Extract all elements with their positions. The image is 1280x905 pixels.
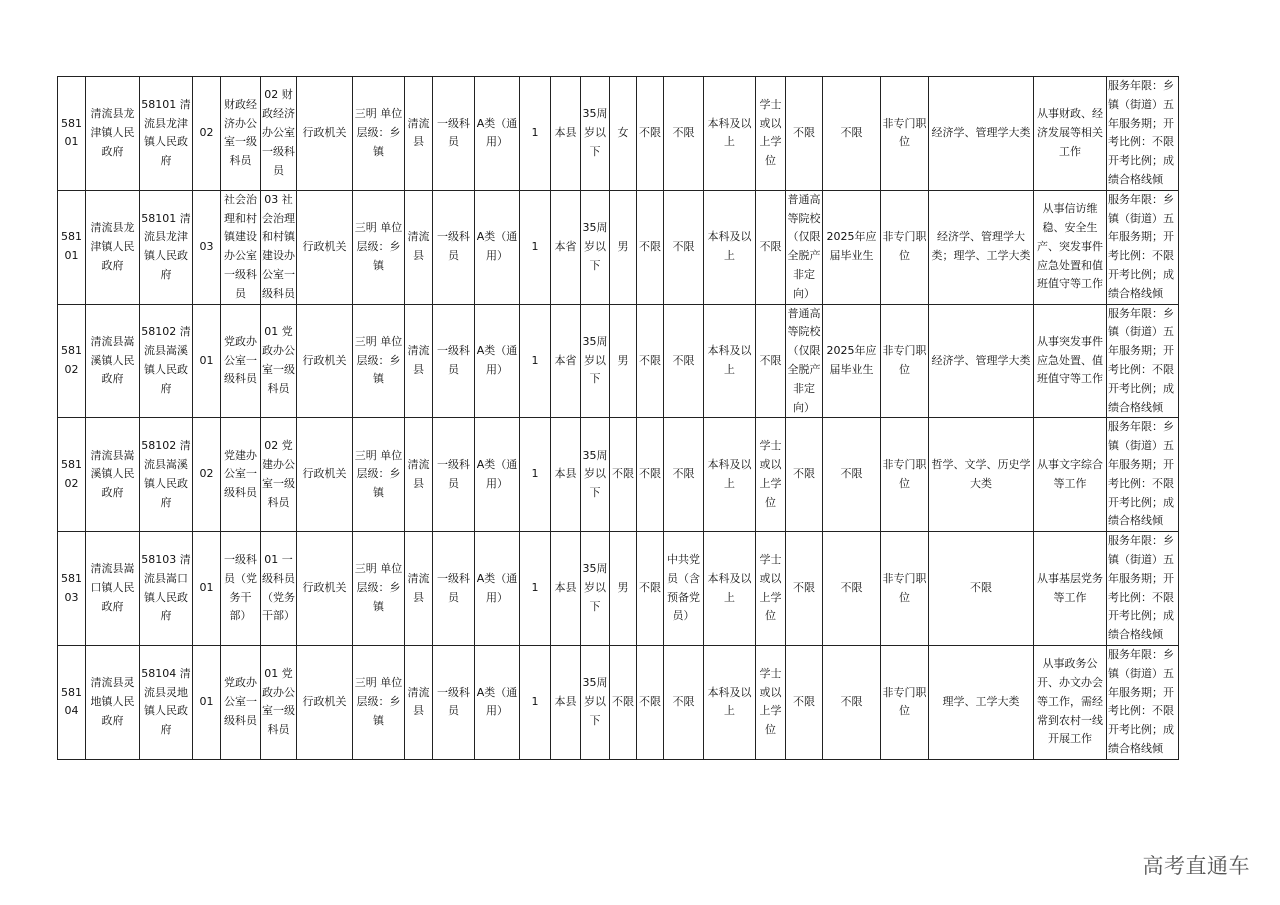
table-cell: 清流县灵地镇人民政府 <box>86 645 140 759</box>
table-cell: 一级科员 <box>433 77 475 191</box>
table-cell: 不限 <box>786 418 823 532</box>
table-cell: 58104 清流县灵地镇人民政府 <box>140 645 193 759</box>
job-table <box>57 76 1179 760</box>
table-cell: 清流县 <box>405 532 433 646</box>
table-cell: 不限 <box>929 532 1034 646</box>
table-cell: 行政机关 <box>297 532 353 646</box>
table-cell: 不限 <box>664 77 704 191</box>
table-cell: 58103 <box>58 532 86 646</box>
table-cell: 01 <box>193 304 221 418</box>
table-cell: 男 <box>610 190 637 304</box>
table-cell: 58101 清流县龙津镇人民政府 <box>140 190 193 304</box>
table-cell: A类（通用） <box>475 190 520 304</box>
table-cell: A类（通用） <box>475 645 520 759</box>
table-cell: 清流县龙津镇人民政府 <box>86 77 140 191</box>
table-cell: 35周岁以下 <box>581 532 610 646</box>
table-cell: 1 <box>520 532 551 646</box>
table-cell: 男 <box>610 532 637 646</box>
table-cell: 从事突发事件应急处置、值班值守等工作 <box>1034 304 1107 418</box>
table-cell: 不限 <box>756 304 786 418</box>
table-cell: 本科及以上 <box>704 532 756 646</box>
table-cell: 本县 <box>551 77 581 191</box>
table-cell: 学士或以上学位 <box>756 418 786 532</box>
table-cell: 经济学、管理学大类 <box>929 304 1034 418</box>
table-cell: 学士或以上学位 <box>756 645 786 759</box>
table-cell: 学士或以上学位 <box>756 532 786 646</box>
table-cell: 经济学、管理学大类；理学、工学大类 <box>929 190 1034 304</box>
table-cell: 男 <box>610 304 637 418</box>
table-cell: 中共党员（含预备党员） <box>664 532 704 646</box>
table-cell: 35周岁以下 <box>581 190 610 304</box>
table-cell: 不限 <box>637 418 664 532</box>
table-cell: 从事信访维稳、安全生产、突发事件应急处置和值班值守等工作 <box>1034 190 1107 304</box>
table-cell: 清流县嵩溪镇人民政府 <box>86 418 140 532</box>
table-cell: 经济学、管理学大类 <box>929 77 1034 191</box>
table-cell: 服务年限：乡镇（街道）五年服务期；开考比例：不限开考比例；成绩合格线倾 <box>1107 304 1179 418</box>
table-cell: 不限 <box>637 532 664 646</box>
table-cell: 不限 <box>823 532 881 646</box>
table-cell: 非专门职位 <box>881 532 929 646</box>
table-cell: 1 <box>520 418 551 532</box>
table-cell: 不限 <box>823 418 881 532</box>
table-cell: 01 党政办公室一级科员 <box>261 645 297 759</box>
table-cell: 本县 <box>551 418 581 532</box>
table-cell: A类（通用） <box>475 304 520 418</box>
table-cell: 不限 <box>637 190 664 304</box>
table-cell: 本省 <box>551 190 581 304</box>
table-cell: 非专门职位 <box>881 304 929 418</box>
table-cell: 本科及以上 <box>704 645 756 759</box>
watermark-text: 高考直通车 <box>1142 854 1250 878</box>
table-cell: 清流县龙津镇人民政府 <box>86 190 140 304</box>
table-cell: 三明 单位层级：乡镇 <box>353 190 405 304</box>
table-cell: 不限 <box>664 190 704 304</box>
table-cell: 三明 单位层级：乡镇 <box>353 645 405 759</box>
table-cell: 1 <box>520 304 551 418</box>
table-cell: 行政机关 <box>297 645 353 759</box>
table-cell: 行政机关 <box>297 304 353 418</box>
table-cell: 58102 清流县嵩溪镇人民政府 <box>140 304 193 418</box>
table-cell: 本省 <box>551 304 581 418</box>
table-cell: 58102 清流县嵩溪镇人民政府 <box>140 418 193 532</box>
table-cell: 不限 <box>786 645 823 759</box>
table-cell: 本科及以上 <box>704 190 756 304</box>
table-cell: 不限 <box>664 304 704 418</box>
table-row <box>58 304 1179 418</box>
table-cell: 从事基层党务等工作 <box>1034 532 1107 646</box>
table-cell: 服务年限：乡镇（街道）五年服务期；开考比例：不限开考比例；成绩合格线倾 <box>1107 532 1179 646</box>
table-cell: 非专门职位 <box>881 418 929 532</box>
table-cell: 02 财政经济办公室一级科员 <box>261 77 297 191</box>
table-cell: 1 <box>520 645 551 759</box>
table-row <box>58 645 1179 759</box>
table-cell: 01 <box>193 645 221 759</box>
table-cell: 服务年限：乡镇（街道）五年服务期；开考比例：不限开考比例；成绩合格线倾 <box>1107 645 1179 759</box>
table-cell: 02 党建办公室一级科员 <box>261 418 297 532</box>
table-cell: 三明 单位层级：乡镇 <box>353 532 405 646</box>
table-row <box>58 532 1179 646</box>
table-cell: 不限 <box>786 77 823 191</box>
table-cell: 从事政务公开、办文办会等工作，需经常到农村一线开展工作 <box>1034 645 1107 759</box>
table-row <box>58 77 1179 191</box>
table-cell: A类（通用） <box>475 532 520 646</box>
table-cell: 01 一级科员（党务干部） <box>261 532 297 646</box>
table-cell: 学士或以上学位 <box>756 77 786 191</box>
table-cell: 01 <box>193 532 221 646</box>
table-cell: 非专门职位 <box>881 645 929 759</box>
table-cell: 58101 <box>58 190 86 304</box>
table-cell: A类（通用） <box>475 77 520 191</box>
table-cell: 本科及以上 <box>704 77 756 191</box>
table-cell: 清流县 <box>405 304 433 418</box>
table-cell: 1 <box>520 190 551 304</box>
table-cell: 不限 <box>756 190 786 304</box>
table-cell: 清流县 <box>405 418 433 532</box>
table-cell: 普通高等院校（仅限全脱产非定向） <box>786 190 823 304</box>
table-cell: 03 社会治理和村镇建设办公室一级科员 <box>261 190 297 304</box>
table-cell: 58104 <box>58 645 86 759</box>
table-cell: 从事财政、经济发展等相关工作 <box>1034 77 1107 191</box>
table-cell: 35周岁以下 <box>581 645 610 759</box>
table-cell: 35周岁以下 <box>581 418 610 532</box>
table-cell: 一级科员 <box>433 304 475 418</box>
table-cell: 清流县 <box>405 645 433 759</box>
table-cell: 服务年限：乡镇（街道）五年服务期；开考比例：不限开考比例；成绩合格线倾 <box>1107 77 1179 191</box>
table-cell: 普通高等院校（仅限全脱产非定向） <box>786 304 823 418</box>
table-cell: 女 <box>610 77 637 191</box>
table-cell: 清流县 <box>405 190 433 304</box>
table-cell: 本县 <box>551 645 581 759</box>
table-cell: 三明 单位层级：乡镇 <box>353 418 405 532</box>
table-cell: 58103 清流县嵩口镇人民政府 <box>140 532 193 646</box>
table-cell: 不限 <box>823 77 881 191</box>
table-cell: 不限 <box>637 77 664 191</box>
table-cell: 58102 <box>58 304 86 418</box>
table-cell: 本科及以上 <box>704 304 756 418</box>
table-cell: 不限 <box>823 645 881 759</box>
table-cell: 一级科员 <box>433 190 475 304</box>
table-cell: 党政办公室一级科员 <box>221 304 261 418</box>
table-cell: 35周岁以下 <box>581 77 610 191</box>
table-cell: 不限 <box>637 304 664 418</box>
table-cell: 清流县嵩溪镇人民政府 <box>86 304 140 418</box>
table-cell: 一级科员 <box>433 418 475 532</box>
table-row <box>58 418 1179 532</box>
table-cell: 2025年应届毕业生 <box>823 304 881 418</box>
table-cell: 不限 <box>786 532 823 646</box>
table-cell: 社会治理和村镇建设办公室一级科员 <box>221 190 261 304</box>
table-cell: 非专门职位 <box>881 77 929 191</box>
table-cell: 不限 <box>610 418 637 532</box>
table-cell: 行政机关 <box>297 77 353 191</box>
table-cell: 党建办公室一级科员 <box>221 418 261 532</box>
table-cell: 行政机关 <box>297 418 353 532</box>
table-cell: 行政机关 <box>297 190 353 304</box>
table-cell: 02 <box>193 77 221 191</box>
table-cell: 不限 <box>637 645 664 759</box>
table-cell: 服务年限：乡镇（街道）五年服务期；开考比例：不限开考比例；成绩合格线倾 <box>1107 190 1179 304</box>
table-cell: 1 <box>520 77 551 191</box>
table-cell: 非专门职位 <box>881 190 929 304</box>
table-cell: 02 <box>193 418 221 532</box>
table-cell: 不限 <box>610 645 637 759</box>
table-cell: 58101 清流县龙津镇人民政府 <box>140 77 193 191</box>
table-cell: 财政经济办公室一级科员 <box>221 77 261 191</box>
table-cell: 2025年应届毕业生 <box>823 190 881 304</box>
table-cell: 一级科员 <box>433 645 475 759</box>
table-cell: 清流县嵩口镇人民政府 <box>86 532 140 646</box>
table-cell: 03 <box>193 190 221 304</box>
table-cell: A类（通用） <box>475 418 520 532</box>
table-cell: 三明 单位层级：乡镇 <box>353 77 405 191</box>
table-cell: 一级科员（党务干部） <box>221 532 261 646</box>
table-cell: 本科及以上 <box>704 418 756 532</box>
table-cell: 35周岁以下 <box>581 304 610 418</box>
table-cell: 不限 <box>664 418 704 532</box>
table-cell: 服务年限：乡镇（街道）五年服务期；开考比例：不限开考比例；成绩合格线倾 <box>1107 418 1179 532</box>
table-cell: 58101 <box>58 77 86 191</box>
table-cell: 党政办公室一级科员 <box>221 645 261 759</box>
table-cell: 理学、工学大类 <box>929 645 1034 759</box>
table-row <box>58 190 1179 304</box>
table-cell: 哲学、文学、历史学大类 <box>929 418 1034 532</box>
table-cell: 不限 <box>664 645 704 759</box>
table-cell: 01 党政办公室一级科员 <box>261 304 297 418</box>
table-cell: 清流县 <box>405 77 433 191</box>
table-cell: 58102 <box>58 418 86 532</box>
table-cell: 一级科员 <box>433 532 475 646</box>
table-cell: 三明 单位层级：乡镇 <box>353 304 405 418</box>
table-cell: 从事文字综合等工作 <box>1034 418 1107 532</box>
table-cell: 本县 <box>551 532 581 646</box>
